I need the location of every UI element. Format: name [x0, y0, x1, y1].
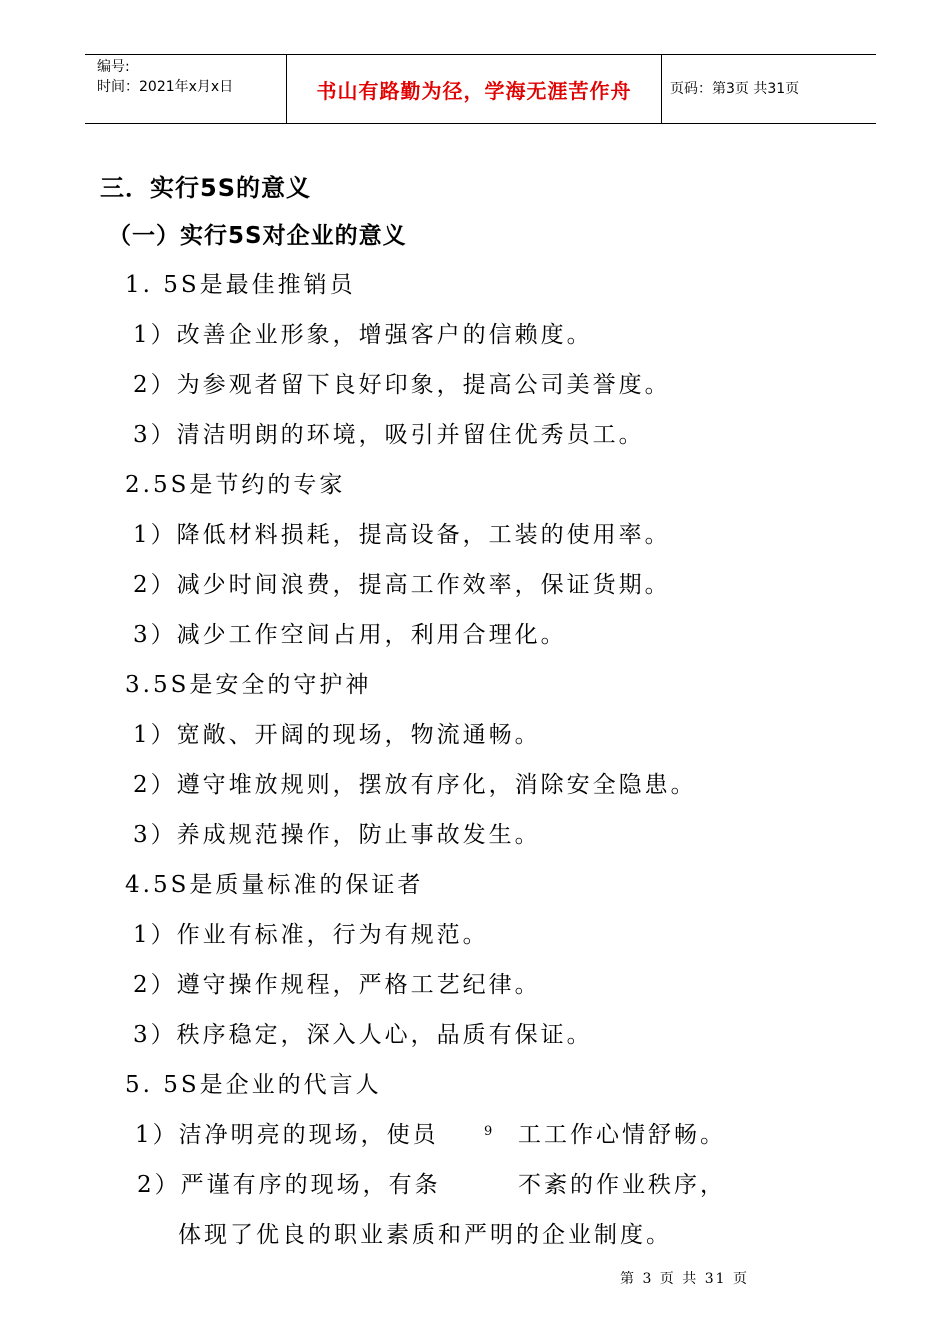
- list-item-part: 不紊的作业秩序，: [518, 1172, 726, 1198]
- list-item-heading-3: 3.5S是安全的守护神: [125, 672, 372, 698]
- document-number-label: 编号:: [97, 59, 130, 75]
- list-item: 3）清洁明朗的环境，吸引并留住优秀员工。: [133, 422, 645, 448]
- list-item: 3）减少工作空间占用，利用合理化。: [133, 622, 567, 648]
- header-page-info: 页码：第3页 共31页: [670, 81, 800, 97]
- header-motto-cell: [286, 55, 662, 123]
- list-item-heading-4: 4.5S是质量标准的保证者: [125, 872, 424, 898]
- list-item: 1）宽敞、开阔的现场，物流通畅。: [133, 722, 541, 748]
- list-item: 1）降低材料损耗，提高设备，工装的使用率。: [133, 522, 671, 548]
- list-item-heading-2: 2.5S是节约的专家: [125, 472, 346, 498]
- header-left-cell: [85, 55, 286, 123]
- list-item: 3）秩序稳定，深入人心，品质有保证。: [133, 1022, 593, 1048]
- header-motto: 书山有路勤为径，学海无涯苦作舟: [316, 78, 632, 103]
- list-item: 3）养成规范操作，防止事故发生。: [133, 822, 541, 848]
- document-time-label: 时间：2021年x月x日: [97, 79, 234, 95]
- document-header: [85, 54, 876, 124]
- subsection-title: （一）实行5S对企业的意义: [108, 223, 407, 249]
- header-page-cell: [661, 55, 876, 123]
- list-item-part: 工工作心情舒畅。: [518, 1122, 726, 1148]
- list-item-part: 2）严谨有序的现场，有条: [137, 1172, 441, 1198]
- stray-page-marker: 9: [484, 1124, 493, 1139]
- list-item: 2）遵守堆放规则，摆放有序化，消除安全隐患。: [133, 772, 697, 798]
- list-item: 1）作业有标准，行为有规范。: [133, 922, 489, 948]
- page-footer: 第 3 页 共 31 页: [620, 1271, 749, 1287]
- section-title: 三．实行5S的意义: [100, 174, 311, 202]
- list-item: 2）减少时间浪费，提高工作效率，保证货期。: [133, 572, 671, 598]
- list-item: 1）改善企业形象，增强客户的信赖度。: [133, 322, 593, 348]
- list-item: 2）遵守操作规程，严格工艺纪律。: [133, 972, 541, 998]
- list-item-heading-5: 5. 5S是企业的代言人: [125, 1072, 382, 1098]
- list-item: 2）为参观者留下良好印象，提高公司美誉度。: [133, 372, 671, 398]
- list-item-part: 1）洁净明亮的现场，使员: [135, 1122, 439, 1148]
- list-item-heading-1: 1. 5S是最佳推销员: [125, 272, 356, 298]
- list-item-continuation: 体现了优良的职业素质和严明的企业制度。: [178, 1222, 672, 1248]
